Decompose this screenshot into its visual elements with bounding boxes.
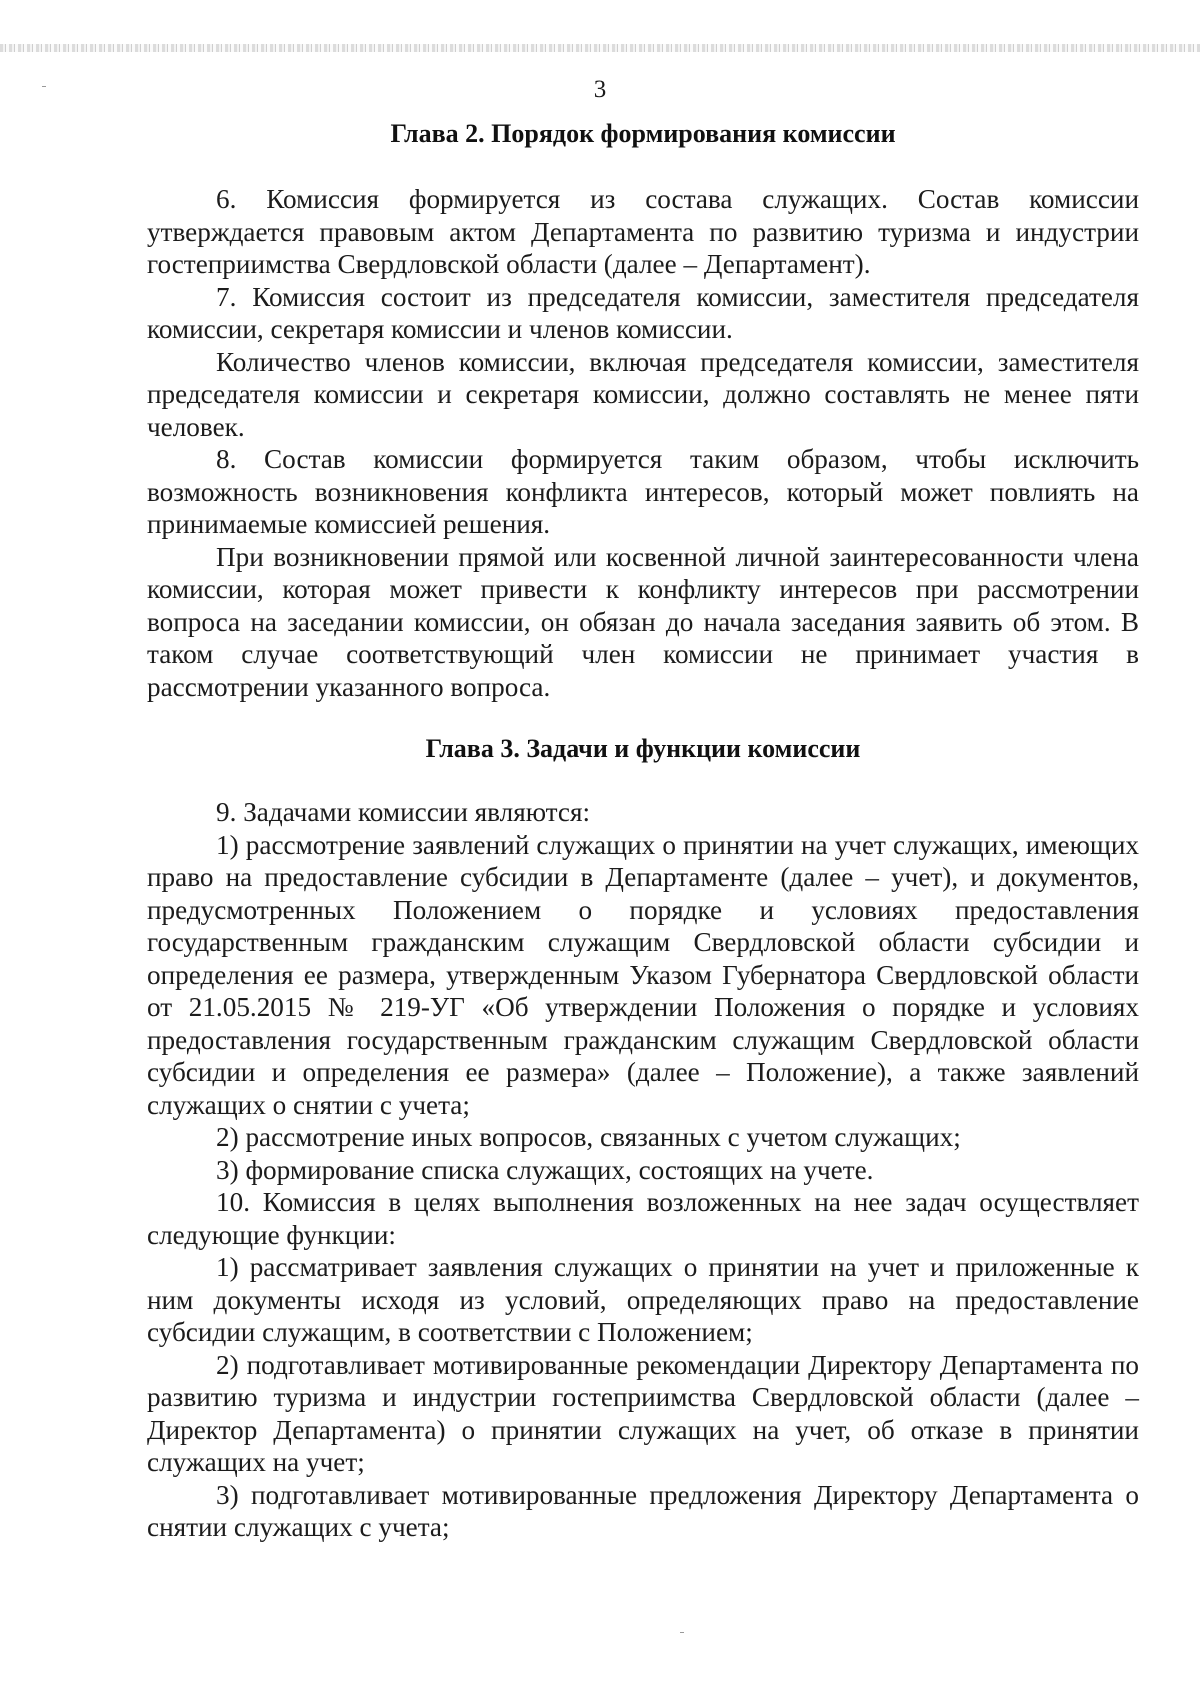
paragraph-7: 7. Комиссия состоит из председателя комиссии, заместителя председателя комиссии, секретаря комиссии и членов комиссии.	[147, 281, 1139, 344]
paragraph-9: 9. Задачами комиссии являются:	[216, 797, 591, 827]
paragraph-9-item-1: 1) рассмотрение заявлений служащих о принятии на учет служащих, имеющих право на предоставление субсидии в Департаменте (далее – учет), и документов, предусмотренных Положением о порядке и условиях предоставления государственным гражданским служащим Свердловской области субсидии и определения ее размера, утвержденным Указом Губернатора Свердловской области от 21.05.2015 № 219-УГ «Об утверждении Положения о порядке и условиях предоставления государственным гражданским служащим Свердловской области субсидии и определения ее размера» (далее – Положение), а также заявлений служащих о снятии с учета;	[147, 829, 1139, 1120]
paragraph-8-conflict: При возникновении прямой или косвенной личной заинтересованности члена комиссии, которая может привести к конфликту интересов при рассмотрении вопроса на заседании комиссии, он обязан до начала заседания заявить об этом. В таком случае соответствующий член комиссии не принимает участия в рассмотрении указанного вопроса.	[147, 541, 1139, 702]
paragraph-7-members: Количество членов комиссии, включая председателя комиссии, заместителя председателя комиссии и секретаря комиссии, должно составлять не менее пяти человек.	[147, 346, 1139, 442]
scan-edge-artifact	[0, 44, 1200, 52]
scan-speck	[42, 86, 46, 87]
paragraph-10: 10. Комиссия в целях выполнения возложенных на нее задач осуществляет следующие функции:	[147, 1187, 1139, 1250]
paragraph-9-item-3: 3) формирование списка служащих, состоящих на учете.	[216, 1154, 874, 1185]
paragraph-10-item-2: 2) подготавливает мотивированные рекомендации Директору Департамента по развитию туризма и индустрии гостеприимства Свердловской области (далее – Директор Департамента) о принятии служащих на учет, об отказе в принятии служащих на учет;	[147, 1349, 1139, 1477]
scan-speck	[680, 1632, 684, 1633]
chapter-3-title: Глава 3. Задачи и функции комиссии	[425, 734, 861, 763]
paragraph-6: 6. Комиссия формируется из состава служащих. Состав комиссии утверждается правовым актом Департамента по развитию туризма и индустрии гостеприимства Свердловской области (далее – Департамент).	[147, 184, 1139, 279]
paragraph-10-item-3: 3) подготавливает мотивированные предложения Директору Департамента о снятии служащих с учета;	[147, 1479, 1139, 1542]
chapter-2-title: Глава 2. Порядок формирования комиссии	[390, 119, 896, 148]
document-body	[147, 118, 1139, 1544]
page-number: 3	[593, 76, 607, 103]
paragraph-9-item-2: 2) рассмотрение иных вопросов, связанных с учетом служащих;	[216, 1122, 961, 1152]
paragraph-10-item-1: 1) рассматривает заявления служащих о принятии на учет и приложенные к ним документы исходя из условий, определяющих право на предоставление субсидии служащим, в соответствии с Положением;	[147, 1252, 1139, 1347]
paragraph-8: 8. Состав комиссии формируется таким образом, чтобы исключить возможность возникновения конфликта интересов, который может повлиять на принимаемые комиссией решения.	[147, 444, 1139, 539]
